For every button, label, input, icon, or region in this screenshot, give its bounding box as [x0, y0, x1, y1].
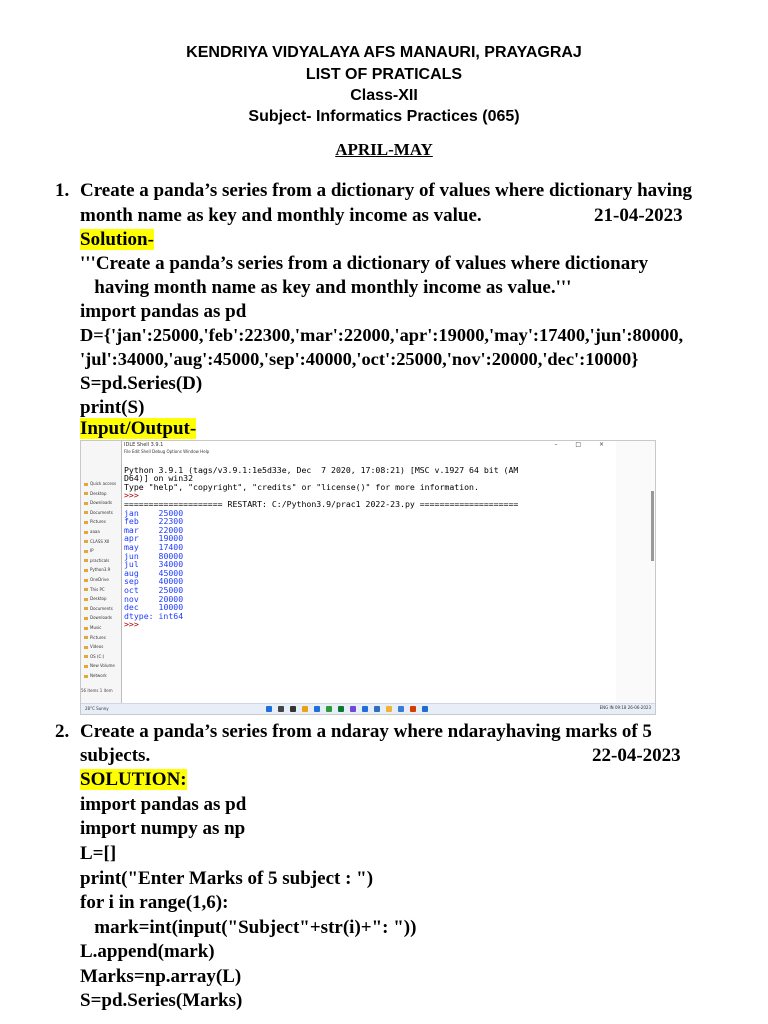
- explorer-item: [84, 673, 107, 678]
- series-value: 22000: [158, 524, 184, 535]
- shell-prompt: >>>: [124, 619, 139, 630]
- folder-icon: [84, 531, 88, 534]
- q2-code-line: mark=int(input("Subject"+str(i)+": ")): [80, 917, 417, 938]
- file-explorer-pane: [81, 441, 121, 703]
- taskbar-app-icon: [314, 706, 320, 712]
- explorer-item-label: Documents: [90, 605, 113, 611]
- taskbar-app-icon: [398, 706, 404, 712]
- explorer-item-label: Desktop: [90, 490, 107, 496]
- explorer-item: [84, 644, 103, 649]
- q1-io-label: [80, 418, 196, 440]
- explorer-item-label: aaaa: [90, 529, 100, 534]
- series-index: jul: [124, 559, 139, 570]
- series-value: 25000: [158, 507, 184, 518]
- q1-solution-label: [80, 229, 154, 251]
- folder-icon: [84, 559, 88, 562]
- q1-code-line: import pandas as pd: [80, 301, 247, 322]
- explorer-item: [84, 481, 116, 486]
- right-pane: [616, 441, 655, 703]
- explorer-item-label: Network: [90, 673, 107, 678]
- shell-output: [124, 457, 612, 629]
- series-value: 40000: [158, 576, 184, 587]
- explorer-item: [84, 539, 109, 544]
- q1-io-highlight: Input/Output-: [80, 418, 197, 439]
- q2-code-line: import numpy as np: [80, 818, 246, 839]
- explorer-item: [84, 596, 107, 601]
- series-value: 17400: [158, 541, 184, 552]
- series-index: mar: [124, 524, 139, 535]
- q2-text-line2: subjects.: [80, 745, 151, 766]
- windows-taskbar: [81, 703, 655, 715]
- q1-text-line1: Create a panda’s series from a dictionary of values where dictionary having: [80, 180, 693, 201]
- q2-code-line: for i in range(1,6):: [80, 892, 229, 913]
- explorer-item-label: This PC: [90, 586, 105, 592]
- taskbar-app-icon: [302, 706, 308, 712]
- taskbar-app-icon: [350, 706, 356, 712]
- series-index: sep: [124, 576, 139, 587]
- explorer-item: [84, 615, 112, 620]
- q1-date: 21-04-2023: [594, 205, 683, 226]
- series-index: may: [124, 541, 139, 552]
- explorer-item-label: Pictures: [90, 519, 106, 525]
- output-screenshot: [80, 440, 656, 715]
- series-index: feb: [124, 516, 139, 527]
- series-value: 22300: [158, 516, 184, 527]
- q1-code-line: 'jul':34000,'aug':45000,'sep':40000,'oct':25000,'nov':20000,'dec':10000}: [80, 349, 639, 369]
- idle-window-title: IDLE Shell 3.9.1: [124, 442, 164, 448]
- explorer-item: [84, 529, 100, 534]
- series-index: jun: [124, 550, 139, 561]
- explorer-item-label: Music: [90, 625, 102, 630]
- taskbar-app-icon: [386, 706, 392, 712]
- series-value: 45000: [158, 567, 184, 578]
- series-value: 34000: [158, 559, 184, 570]
- idle-shell-window: [121, 441, 617, 703]
- explorer-item: [84, 558, 109, 563]
- explorer-item-label: CLASS XII: [90, 538, 110, 544]
- system-clock: ENG IN 09:18 26-06-2023: [599, 705, 651, 710]
- q2-code-line: import pandas as pd: [80, 794, 247, 815]
- class-heading: Class-XII: [350, 87, 418, 104]
- q1-solution-highlight: Solution-: [80, 229, 154, 250]
- banner-line: Python 3.9.1 (tags/v3.9.1:1e5d33e, Dec 7 2020, 17:08:21) [MSC v.1927 64 bit (AM: [124, 464, 519, 475]
- explorer-item: [84, 654, 104, 659]
- taskbar-app-icon: [338, 706, 344, 712]
- explorer-item: [84, 577, 109, 582]
- subject-heading: Subject- Informatics Practices (065): [248, 108, 520, 125]
- explorer-item-label: practicals: [90, 557, 110, 563]
- explorer-item-label: Quick access: [90, 481, 117, 486]
- explorer-item: [84, 548, 94, 553]
- taskbar-app-icon: [278, 706, 284, 712]
- folder-icon: [84, 655, 88, 658]
- taskbar-app-icon: [362, 706, 368, 712]
- q2-solution-highlight: SOLUTION:: [80, 769, 187, 790]
- explorer-item-label: Pictures: [90, 634, 106, 640]
- series-index: aug: [124, 567, 139, 578]
- explorer-item-label: OneDrive: [90, 577, 109, 582]
- explorer-item: [84, 606, 113, 611]
- banner-line: D64)] on win32: [124, 473, 194, 484]
- explorer-item: [84, 519, 106, 524]
- window-controls: – □ ×: [554, 441, 612, 448]
- folder-icon: [84, 502, 88, 505]
- folder-icon: [84, 550, 88, 553]
- explorer-item: [84, 500, 112, 505]
- q1-number: 1.: [55, 180, 70, 201]
- scrollbar: [651, 491, 654, 561]
- folder-icon: [84, 617, 88, 620]
- folder-icon: [84, 627, 88, 630]
- folder-icon: [84, 607, 88, 610]
- explorer-item: [84, 567, 110, 572]
- explorer-item: [84, 510, 113, 515]
- series-index: apr: [124, 533, 139, 544]
- folder-icon: [84, 588, 88, 591]
- q2-code-line: print("Enter Marks of 5 subject : "): [80, 868, 374, 889]
- q2-text-line1: Create a panda’s series from a ndaray where ndarayhaving marks of 5: [80, 721, 652, 742]
- taskbar-app-icon: [266, 706, 272, 712]
- explorer-item-label: Python3.9: [90, 567, 111, 573]
- restart-line: ==================== RESTART: C:/Python3.9/prac1 2022-23.py ====================: [124, 498, 519, 509]
- series-value: 10000: [158, 602, 184, 613]
- folder-icon: [84, 636, 88, 639]
- q2-code-line: L=[]: [80, 843, 117, 864]
- q2-solution-label: [80, 769, 187, 791]
- series-value: 25000: [158, 584, 184, 595]
- school-name: KENDRIYA VIDYALAYA AFS MANAURI, PRAYAGRAJ: [186, 44, 582, 61]
- explorer-item-label: Documents: [90, 509, 113, 515]
- series-value: 19000: [158, 533, 184, 544]
- explorer-item-label: IP: [90, 548, 94, 554]
- folder-icon: [84, 569, 88, 572]
- q1-code-line: print(S): [80, 397, 145, 418]
- explorer-item-label: Videos: [90, 644, 104, 650]
- folder-icon: [84, 483, 88, 486]
- q1-code-line: D={'jan':25000,'feb':22300,'mar':22000,'apr':19000,'may':17400,'jun':80000,: [80, 325, 684, 345]
- folder-icon: [84, 511, 88, 514]
- folder-icon: [84, 521, 88, 524]
- folder-icon: [84, 579, 88, 582]
- dtype-line: dtype: int64: [124, 610, 184, 621]
- idle-menu-bar: File Edit Shell Debug Options Window Help: [124, 449, 210, 454]
- q2-date: 22-04-2023: [592, 745, 681, 766]
- folder-icon: [84, 598, 88, 601]
- weather-widget: 28°C Sunny: [85, 706, 109, 711]
- series-index: oct: [124, 584, 139, 595]
- explorer-item-label: OS (C:): [90, 653, 105, 659]
- q2-code-line: L.append(mark): [80, 941, 215, 962]
- explorer-item-label: Downloads: [90, 500, 112, 506]
- folder-icon: [84, 675, 88, 678]
- explorer-item: [84, 625, 101, 630]
- folder-icon: [84, 492, 88, 495]
- explorer-item: [84, 635, 106, 640]
- q2-code-line: Marks=np.array(L): [80, 966, 242, 987]
- taskbar-app-icon: [290, 706, 296, 712]
- explorer-item-label: New Volume: [90, 663, 115, 669]
- month-heading: APRIL-MAY: [335, 140, 433, 159]
- explorer-item-label: Desktop: [90, 596, 107, 602]
- explorer-item-label: Downloads: [90, 615, 112, 621]
- folder-icon: [84, 540, 88, 543]
- taskbar-app-icon: [326, 706, 332, 712]
- explorer-item: [84, 587, 105, 592]
- explorer-item: [84, 663, 115, 668]
- series-value: 20000: [158, 593, 184, 604]
- series-value: 80000: [158, 550, 184, 561]
- q1-text-line2: month name as key and monthly income as value.: [80, 205, 482, 226]
- series-index: dec: [124, 602, 139, 613]
- taskbar-app-icon: [374, 706, 380, 712]
- q1-code-line: S=pd.Series(D): [80, 373, 203, 394]
- folder-icon: [84, 646, 88, 649]
- taskbar-app-icon: [422, 706, 428, 712]
- explorer-status: 56 items 1 item: [81, 688, 113, 693]
- q1-code-line: '''Create a panda’s series from a dictionary of values where dictionary: [80, 253, 649, 274]
- document-title: LIST OF PRATICALS: [305, 66, 463, 83]
- taskbar-app-icon: [410, 706, 416, 712]
- folder-icon: [84, 665, 88, 668]
- q1-code-line: having month name as key and monthly income as value.''': [80, 277, 572, 298]
- banner-line: Type "help", "copyright", "credits" or "license()" for more information.: [124, 481, 479, 492]
- series-index: jan: [124, 507, 139, 518]
- q2-code-line: S=pd.Series(Marks): [80, 990, 243, 1011]
- shell-prompt: >>>: [124, 490, 139, 501]
- explorer-item: [84, 491, 107, 496]
- series-index: nov: [124, 593, 139, 604]
- q2-number: 2.: [55, 721, 70, 742]
